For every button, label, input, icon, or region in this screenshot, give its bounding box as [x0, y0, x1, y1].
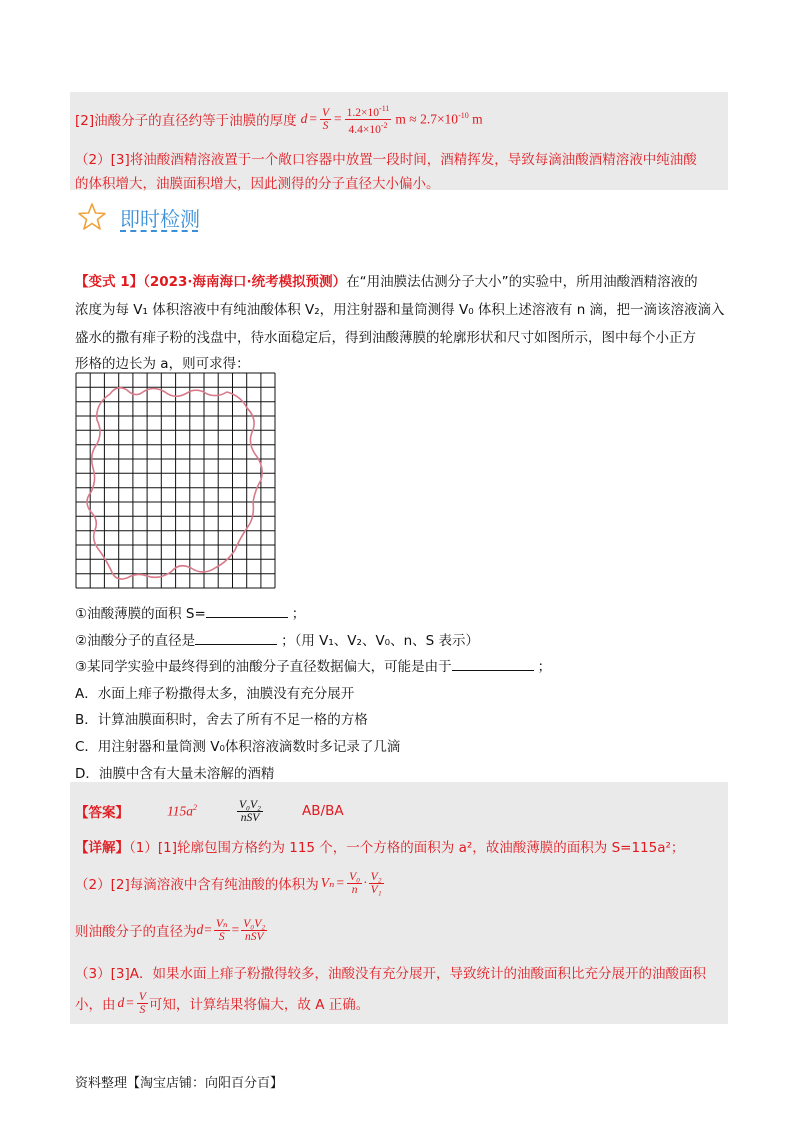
solution-line-1: [2]油酸分子的直径约等于油膜的厚度 d = $\frac{V}{S}$ = $\frac{1.2\times 10^{-11}}{4.4\times 10^{-2}}$ $m \approx 2.7\times 10^{-10}$ m	[75, 103, 483, 136]
question-2: ②油酸分子的直径是 ；（用 V₁、V₂、V₀、n、S 表示）	[75, 633, 480, 649]
detail-line-1: 【详解】（1）[1]轮廓包围方格约为 115 个，一个方格的面积为 a²，故油酸薄膜的面积为 S=115a²；	[75, 840, 685, 856]
option-d: D．油膜中含有大量未溶解的酒精	[75, 766, 275, 782]
footer-note: 资料整理【淘宝店铺：向阳百分百】	[75, 1076, 284, 1091]
star-icon	[77, 202, 107, 232]
problem-line-2: 浓度为每 V₁ 体积溶液中有纯油酸体积 V₂，用注射器和量筒测得 V₀ 体积上述溶液有 n 滴，把一滴该溶液滴入	[75, 302, 725, 318]
problem-line-1: 【变式 1】（2023·海南海口·统考模拟预测）在“用油膜法估测分子大小”的实验中，所用油酸酒精溶液的	[75, 274, 698, 290]
detail-line-5: 小，由 d = $\frac{V}{S}$ 可知，计算结果将偏大，故 A 正确。	[75, 990, 370, 1016]
detail-line-3: 则油酸分子的直径为 d = $\frac{\text{Vₙ}}{S}$ = $\frac{\text{V₀V₂}}{\text{nSV}}$	[75, 917, 266, 943]
solution-line-3: 的体积增大，油膜面积增大，因此测得的分子直径大小偏小。	[75, 176, 440, 192]
answer-line: 【答案】 $115a^2$ $\frac{\text{V₀V₂}}{\text{nSV}}$ AB/BA	[75, 798, 344, 824]
question-1: ①油酸薄膜的面积 S= ；	[75, 606, 306, 622]
option-c: C．用注射器和量筒测 V₀体积溶液滴数时多记录了几滴	[75, 739, 401, 755]
answer-blank-1[interactable]	[206, 605, 288, 618]
answer-blank-2[interactable]	[195, 632, 277, 645]
section-underline	[120, 230, 198, 232]
question-3: ③某同学实验中最终得到的油酸分子直径数据偏大，可能是由于 ；	[75, 659, 552, 675]
answer-blank-3[interactable]	[452, 658, 534, 671]
detail-line-2: （2）[2]每滴溶液中含有纯油酸的体积为 Vₙ = $\frac{\text{V₀}}{n}$ · $\frac{\text{V₂}}{\text{V₁}}$	[75, 870, 382, 896]
solution-line-2: （2）[3]将油酸酒精溶液置于一个敞口容器中放置一段时间，酒精挥发，导致每滴油酸酒精溶液中纯油酸	[75, 152, 697, 168]
oil-film-grid-figure	[75, 372, 283, 592]
problem-line-3: 盛水的撒有痱子粉的浅盘中，待水面稳定后，得到油酸薄膜的轮廓形状和尺寸如图所示，图中每个小正方	[75, 330, 696, 346]
option-b: B．计算油膜面积时，舍去了所有不足一格的方格	[75, 712, 368, 728]
section-title: 即时检测	[120, 207, 200, 231]
option-a: A．水面上痱子粉撒得太多，油膜没有充分展开	[75, 686, 355, 702]
problem-line-4: 形格的边长为 a，则可求得：	[75, 356, 250, 372]
detail-line-4: （3）[3]A．如果水面上痱子粉撒得较多，油酸没有充分展开，导致统计的油酸面积比充分展开的油酸面积	[75, 966, 706, 982]
